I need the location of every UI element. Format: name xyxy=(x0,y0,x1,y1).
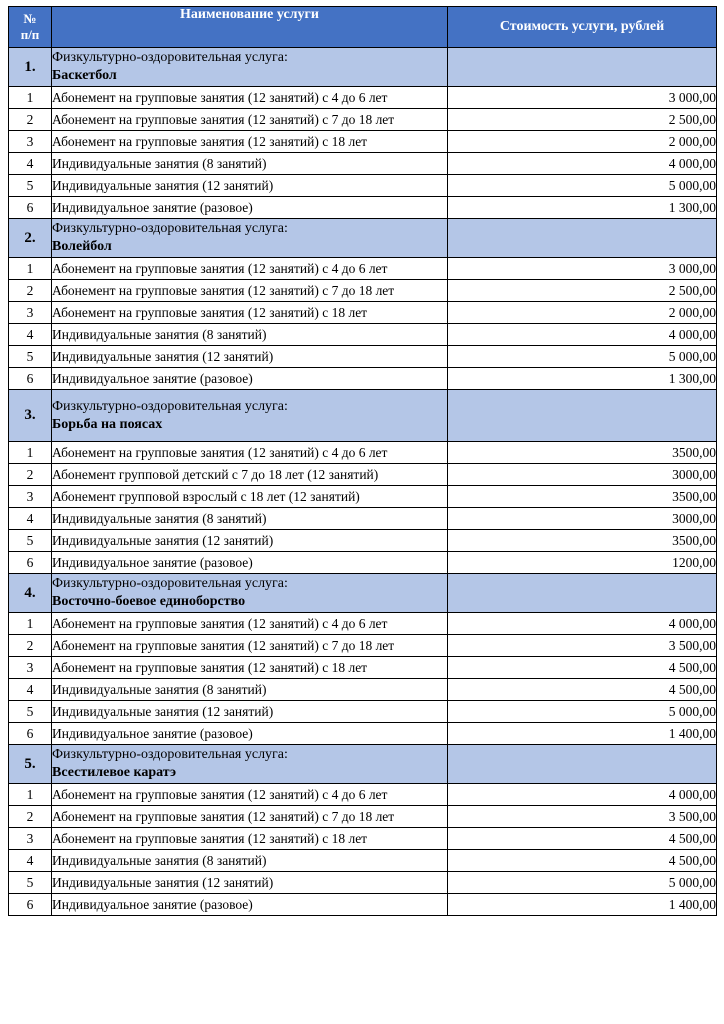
table-row xyxy=(9,346,717,368)
row-service-name: Абонемент на групповые занятия (12 занятий) с 4 до 6 лет xyxy=(52,442,448,464)
row-number: 1 xyxy=(9,613,52,635)
row-service-name: Индивидуальные занятия (8 занятий) xyxy=(52,679,448,701)
section-title xyxy=(52,48,448,87)
section-label: Физкультурно-оздоровительная услуга: xyxy=(52,50,288,65)
row-service-name: Индивидуальное занятие (разовое) xyxy=(52,197,448,219)
row-number: 5 xyxy=(9,872,52,894)
row-price: 3 500,00 xyxy=(448,806,717,828)
row-service-name: Индивидуальные занятия (8 занятий) xyxy=(52,153,448,175)
table-row xyxy=(9,464,717,486)
row-service-name: Абонемент на групповые занятия (12 занятий) с 4 до 6 лет xyxy=(52,784,448,806)
row-price: 2 500,00 xyxy=(448,280,717,302)
table-body xyxy=(9,48,717,916)
row-service-name: Абонемент групповой взрослый с 18 лет (12 занятий) xyxy=(52,486,448,508)
table-header-row xyxy=(9,7,717,48)
row-number: 5 xyxy=(9,701,52,723)
row-number: 1 xyxy=(9,258,52,280)
section-price-cell xyxy=(448,574,717,613)
section-header-row xyxy=(9,219,717,258)
table-row xyxy=(9,175,717,197)
table-row xyxy=(9,613,717,635)
row-price: 2 000,00 xyxy=(448,131,717,153)
header-service-name: Наименование услуги xyxy=(52,7,448,48)
row-service-name: Абонемент на групповые занятия (12 занятий) с 7 до 18 лет xyxy=(52,109,448,131)
section-number: 5. xyxy=(9,745,52,784)
row-price: 3000,00 xyxy=(448,464,717,486)
row-number: 5 xyxy=(9,346,52,368)
table-row xyxy=(9,258,717,280)
row-price: 4 000,00 xyxy=(448,784,717,806)
section-label: Физкультурно-оздоровительная услуга: xyxy=(52,747,288,762)
row-number: 4 xyxy=(9,850,52,872)
section-sport-name: Баскетбол xyxy=(52,68,117,83)
row-price: 1 300,00 xyxy=(448,197,717,219)
header-service-cost: Стоимость услуги, рублей xyxy=(448,7,717,48)
row-price: 5 000,00 xyxy=(448,701,717,723)
table-row xyxy=(9,153,717,175)
row-price: 3 500,00 xyxy=(448,635,717,657)
row-price: 1 300,00 xyxy=(448,368,717,390)
row-number: 3 xyxy=(9,131,52,153)
section-sport-name: Борьба на поясах xyxy=(52,416,163,432)
row-number: 6 xyxy=(9,723,52,745)
section-price-cell xyxy=(448,48,717,87)
section-label: Физкультурно-оздоровительная услуга: xyxy=(52,221,288,236)
row-service-name: Индивидуальные занятия (12 занятий) xyxy=(52,530,448,552)
table-row xyxy=(9,701,717,723)
section-price-cell xyxy=(448,219,717,258)
row-service-name: Абонемент на групповые занятия (12 занятий) с 7 до 18 лет xyxy=(52,635,448,657)
table-row xyxy=(9,784,717,806)
section-sport-name: Волейбол xyxy=(52,239,112,254)
row-service-name: Абонемент на групповые занятия (12 занятий) с 7 до 18 лет xyxy=(52,806,448,828)
row-price: 3500,00 xyxy=(448,486,717,508)
row-service-name: Абонемент на групповые занятия (12 занятий) с 4 до 6 лет xyxy=(52,258,448,280)
row-service-name: Индивидуальные занятия (8 занятий) xyxy=(52,508,448,530)
table-row xyxy=(9,368,717,390)
row-number: 5 xyxy=(9,530,52,552)
row-price: 2 000,00 xyxy=(448,302,717,324)
row-number: 6 xyxy=(9,368,52,390)
table-row xyxy=(9,87,717,109)
row-number: 3 xyxy=(9,302,52,324)
row-price: 3 000,00 xyxy=(448,87,717,109)
row-number: 5 xyxy=(9,175,52,197)
row-service-name: Абонемент на групповые занятия (12 занятий) с 18 лет xyxy=(52,657,448,679)
row-price: 4 000,00 xyxy=(448,153,717,175)
table-row xyxy=(9,302,717,324)
row-service-name: Абонемент на групповые занятия (12 занятий) с 18 лет xyxy=(52,828,448,850)
row-number: 3 xyxy=(9,486,52,508)
table-row xyxy=(9,197,717,219)
table-row xyxy=(9,530,717,552)
row-service-name: Индивидуальные занятия (8 занятий) xyxy=(52,324,448,346)
row-service-name: Абонемент на групповые занятия (12 занятий) с 18 лет xyxy=(52,302,448,324)
row-price: 4 000,00 xyxy=(448,613,717,635)
table-row xyxy=(9,442,717,464)
table-row xyxy=(9,828,717,850)
row-price: 3500,00 xyxy=(448,442,717,464)
row-service-name: Абонемент на групповые занятия (12 занятий) с 4 до 6 лет xyxy=(52,87,448,109)
row-number: 2 xyxy=(9,635,52,657)
table-row xyxy=(9,723,717,745)
row-price: 5 000,00 xyxy=(448,175,717,197)
row-number: 4 xyxy=(9,508,52,530)
table-row xyxy=(9,324,717,346)
section-header-row xyxy=(9,745,717,784)
section-number: 2. xyxy=(9,219,52,258)
row-number: 3 xyxy=(9,657,52,679)
row-number: 3 xyxy=(9,828,52,850)
section-label: Физкультурно-оздоровительная услуга: xyxy=(52,398,288,414)
section-number: 4. xyxy=(9,574,52,613)
row-price: 5 000,00 xyxy=(448,346,717,368)
row-service-name: Абонемент на групповые занятия (12 занятий) с 18 лет xyxy=(52,131,448,153)
row-price: 2 500,00 xyxy=(448,109,717,131)
table-row xyxy=(9,872,717,894)
table-row xyxy=(9,894,717,916)
row-service-name: Абонемент на групповые занятия (12 занятий) с 4 до 6 лет xyxy=(52,613,448,635)
section-header-row xyxy=(9,390,717,442)
table-row xyxy=(9,109,717,131)
row-price: 4 000,00 xyxy=(448,324,717,346)
row-number: 1 xyxy=(9,784,52,806)
row-price: 1200,00 xyxy=(448,552,717,574)
row-service-name: Индивидуальное занятие (разовое) xyxy=(52,552,448,574)
row-service-name: Абонемент групповой детский с 7 до 18 лет (12 занятий) xyxy=(52,464,448,486)
row-number: 2 xyxy=(9,806,52,828)
row-number: 4 xyxy=(9,679,52,701)
row-number: 6 xyxy=(9,552,52,574)
section-sport-name: Всестилевое каратэ xyxy=(52,765,177,780)
section-price-cell xyxy=(448,390,717,442)
section-title xyxy=(52,390,448,442)
row-price: 5 000,00 xyxy=(448,872,717,894)
section-title xyxy=(52,574,448,613)
section-header-row xyxy=(9,48,717,87)
table-row xyxy=(9,806,717,828)
row-price: 3 000,00 xyxy=(448,258,717,280)
row-service-name: Индивидуальное занятие (разовое) xyxy=(52,894,448,916)
row-number: 6 xyxy=(9,197,52,219)
section-title xyxy=(52,745,448,784)
section-label: Физкультурно-оздоровительная услуга: xyxy=(52,576,288,591)
row-price: 4 500,00 xyxy=(448,679,717,701)
row-service-name: Индивидуальное занятие (разовое) xyxy=(52,368,448,390)
section-header-row xyxy=(9,574,717,613)
header-number-line2: п/п xyxy=(20,27,40,42)
section-title xyxy=(52,219,448,258)
section-price-cell xyxy=(448,745,717,784)
row-price: 4 500,00 xyxy=(448,657,717,679)
table-row xyxy=(9,280,717,302)
table-row xyxy=(9,850,717,872)
row-service-name: Индивидуальные занятия (8 занятий) xyxy=(52,850,448,872)
table-row xyxy=(9,486,717,508)
table-row xyxy=(9,679,717,701)
row-price: 1 400,00 xyxy=(448,894,717,916)
row-number: 4 xyxy=(9,153,52,175)
row-number: 2 xyxy=(9,109,52,131)
table-row xyxy=(9,657,717,679)
table-row xyxy=(9,131,717,153)
row-price: 4 500,00 xyxy=(448,850,717,872)
row-price: 3500,00 xyxy=(448,530,717,552)
row-service-name: Индивидуальное занятие (разовое) xyxy=(52,723,448,745)
header-number-line1: № xyxy=(23,11,37,26)
table-row xyxy=(9,635,717,657)
row-number: 1 xyxy=(9,442,52,464)
row-service-name: Индивидуальные занятия (12 занятий) xyxy=(52,346,448,368)
row-number: 2 xyxy=(9,464,52,486)
row-price: 3000,00 xyxy=(448,508,717,530)
section-number: 3. xyxy=(9,390,52,442)
row-price: 1 400,00 xyxy=(448,723,717,745)
row-number: 2 xyxy=(9,280,52,302)
price-table xyxy=(8,6,717,916)
row-number: 4 xyxy=(9,324,52,346)
row-service-name: Абонемент на групповые занятия (12 занятий) с 7 до 18 лет xyxy=(52,280,448,302)
row-service-name: Индивидуальные занятия (12 занятий) xyxy=(52,175,448,197)
row-service-name: Индивидуальные занятия (12 занятий) xyxy=(52,872,448,894)
section-number: 1. xyxy=(9,48,52,87)
row-price: 4 500,00 xyxy=(448,828,717,850)
table-row xyxy=(9,552,717,574)
section-sport-name: Восточно-боевое единоборство xyxy=(52,594,246,609)
row-number: 6 xyxy=(9,894,52,916)
table-row xyxy=(9,508,717,530)
row-number: 1 xyxy=(9,87,52,109)
row-service-name: Индивидуальные занятия (12 занятий) xyxy=(52,701,448,723)
header-number xyxy=(9,7,52,48)
